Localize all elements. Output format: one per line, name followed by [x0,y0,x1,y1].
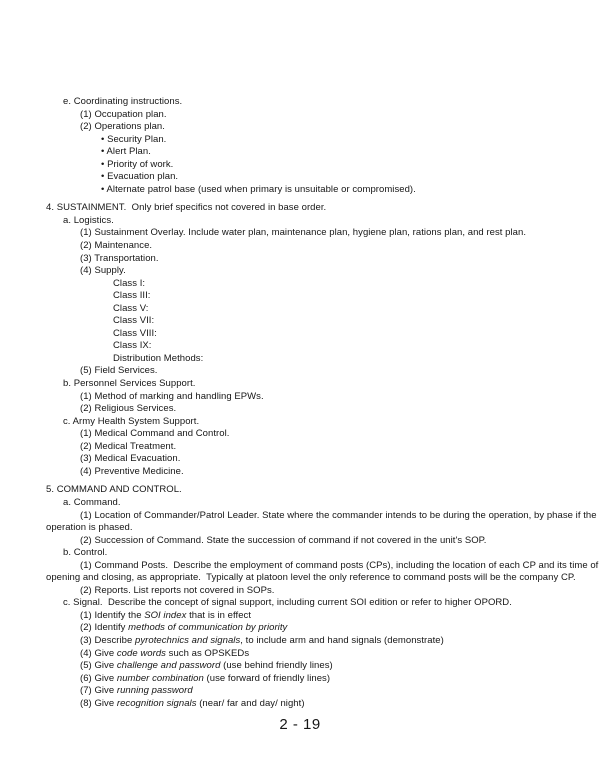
text: (3) Transportation. [80,252,159,264]
document-line [0,660,600,673]
document-line [0,685,600,698]
document-line [0,96,600,109]
text: (1) Location of Commander/Patrol Leader. State where the commander intends to be during the operation, by phase if the [80,509,597,521]
document-line [0,227,600,240]
text: (3) Medical Evacuation. [80,453,181,465]
text: (1) Method of marking and handling EPWs. [80,390,264,402]
text: a. Logistics. [63,214,114,226]
document-line [0,340,600,353]
text: (1) Sustainment Overlay. Include water plan, maintenance plan, hygiene plan, rations plan, and rest plan. [80,227,527,239]
document-line [0,597,600,610]
text: (1) Identify the [80,609,145,621]
text: operation is phased. [46,522,133,534]
text: (5) Give [80,660,117,672]
document-line [0,365,600,378]
document-line [0,547,600,560]
text: b. Personnel Services Support. [63,378,196,390]
text: (2) Maintenance. [80,240,153,252]
document-line [0,171,600,184]
text: (1) Occupation plan. [80,108,167,120]
document-line [0,215,600,228]
document-line [0,353,600,366]
text: such as OPSKEDs [165,647,250,659]
text: opening and closing, as appropriate. Typically at platoon level the only reference to command posts will be the company CP. [46,572,576,584]
text: 5. COMMAND AND CONTROL. [46,484,182,496]
text: Class I: [113,277,146,289]
document-line [0,378,600,391]
text: (1) Command Posts. Describe the employment of command posts (CPs), including the location of each CP and its time of [80,559,599,571]
text: (2) Identify [80,622,129,634]
document-line [0,290,600,303]
text: (near/ far and day/ night) [196,697,305,709]
text: (5) Field Services. [80,365,158,377]
text: (4) Supply. [80,265,126,277]
document-line [0,648,600,661]
text: • Evacuation plan. [101,171,179,183]
document-line [0,134,600,147]
text: a. Command. [63,496,121,508]
italic-text: number combination [116,672,204,684]
document-line [0,635,600,648]
document-line [0,303,600,316]
document-line [0,265,600,278]
text: e. Coordinating instructions. [63,96,183,107]
text: b. Control. [63,547,108,559]
document-line [0,121,600,134]
text: • Security Plan. [101,133,167,145]
text: (2) Reports. List reports not covered in SOPs. [80,584,275,596]
text: (1) Medical Command and Control. [80,428,230,440]
text: Class VIII: [113,327,157,339]
page-number: 2 - 19 [279,716,321,734]
document-line [0,416,600,429]
document-line [0,184,600,197]
document-line [0,535,600,548]
document-line [0,403,600,416]
document-line [0,202,600,215]
text: Distribution Methods: [113,352,204,364]
document-line [0,109,600,122]
text: (2) Medical Treatment. [80,440,177,452]
italic-text: running password [116,685,193,697]
document-line [0,253,600,266]
document-line [0,278,600,291]
document-line [0,572,600,585]
document-line [0,428,600,441]
document-line [0,622,600,635]
italic-text: challenge and password [116,660,221,672]
text: • Alert Plan. [101,146,151,158]
document-line [0,146,600,159]
text: Class IX: [113,340,152,352]
text: (use behind friendly lines) [220,660,333,672]
text: Class III: [113,290,151,302]
document-line [0,585,600,598]
document-line [0,466,600,479]
text: (2) Religious Services. [80,403,177,415]
document-line [0,484,600,497]
text: that is in effect [186,609,252,621]
italic-text: methods of communication by priority [128,622,288,634]
text: , to include arm and hand signals (demonstrate) [240,634,444,646]
italic-text: SOI index [144,609,187,621]
document-line [0,159,600,172]
document-line [0,610,600,623]
text: (4) Preventive Medicine. [80,465,184,477]
document-line [0,510,600,523]
document-line [0,240,600,253]
text: (3) Describe [80,634,136,646]
document-line [0,441,600,454]
text: (use forward of friendly lines) [203,672,331,684]
text: c. Army Health System Support. [63,415,200,427]
text: (2) Operations plan. [80,121,165,133]
document-line [0,315,600,328]
text: c. Signal. Describe the concept of signal support, including current SOI edition or refer to higher OPORD. [63,597,512,609]
document-line [0,391,600,404]
document-line [0,560,600,573]
text: • Priority of work. [101,158,174,170]
document-line [0,673,600,686]
document-line [0,522,600,535]
text: (8) Give [80,697,117,709]
document-line [0,497,600,510]
text: (2) Succession of Command. State the succession of command if not covered in the unit's SOP. [80,534,487,546]
document-line [0,453,600,466]
text: • Alternate patrol base (used when primary is unsuitable or compromised). [101,183,416,195]
italic-text: recognition signals [116,697,197,709]
document-line [0,328,600,341]
text: (4) Give [80,647,117,659]
text: 4. SUSTAINMENT. Only brief specifics not covered in base order. [46,202,327,214]
italic-text: pyrotechnics and signals [135,634,241,646]
document-line [0,698,600,711]
text: Class V: [113,302,149,314]
italic-text: code words [116,647,166,659]
text: (7) Give [80,685,117,697]
text: (6) Give [80,672,117,684]
text: Class VII: [113,315,155,327]
